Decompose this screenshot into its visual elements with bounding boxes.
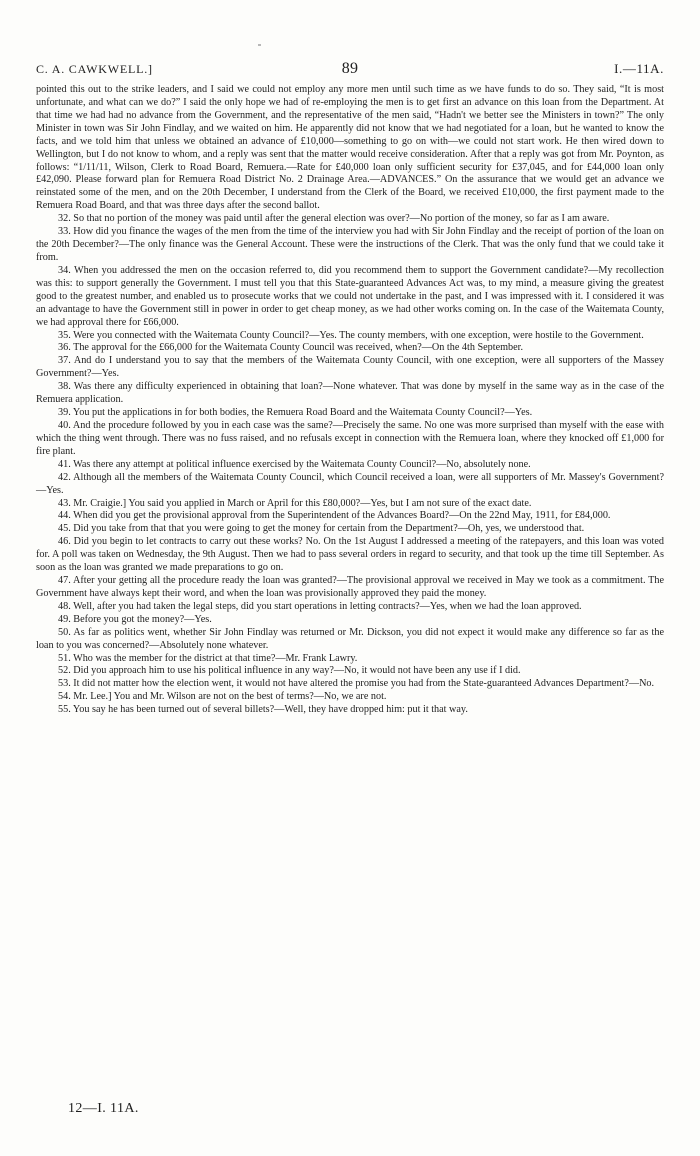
paragraph-q52: 52. Did you approach him to use his political influence in any way?—No, it would not have been any use if I did. xyxy=(58,665,521,677)
scan-mark xyxy=(258,44,261,46)
page-number: 89 xyxy=(341,60,359,77)
page-header xyxy=(36,60,664,82)
paragraph-q33: 33. How did you finance the wages of the men from the time of the interview you had with Sir John Findlay and the receipt of portion of the loan on the 20th December?—The only finance was the General Account. These were the instructions of the Clerk. That was the only fund that we could take it from. xyxy=(36,226,664,263)
header-witness-name: C. A. CAWKWELL.] xyxy=(36,62,153,76)
paragraph-q32: 32. So that no portion of the money was paid until after the general election was over?—No portion of the money, so far as I am aware. xyxy=(58,213,610,225)
paragraph-continuation: pointed this out to the strike leaders, and I said we could not employ any more men until such time as we have funds to do so. They said, “It is most unfortunate, and what can we do?” I said the only hope we had of re-employing the men is to get first an advance on this loan from the Department. At that time we had had no advance from the Government, and the representative of the men said, “Hadn't we better see the Ministers in town?” The only Minister in town was Sir John Findlay, and we waited on him. He apparently did not know that we had negotiated for a loan, but he wanted to know the facts, and we told him that unless we obtained an advance of £10,000—something to go on with—we could not start work. He then wired down to Wellington, but I do not know to whom, and a reply was sent that the matter would receive consideration. After that a reply was got from Mr. Poynton, as follows: “1/11/11, Wilson, Clerk to Road Board, Remuera.—Rate for £40,000 loan only sufficient security for £37,045, and for £44,000 loan only £42,090. Please forward plan for Remuera Road District No. 2 Drainage Area.—ADVANCES.” On the assurance that we would get an advance we reinstated some of the men, and on the 20th December, I understand from the Clerk of the Board, we received £10,000, the first payment made to the Remuera Road Board, and that was three days after the second ballot. xyxy=(36,84,664,212)
document-reference: I.—11A. xyxy=(614,61,664,76)
page-footer-signature: 12—I. 11A. xyxy=(68,1101,139,1116)
paragraph-q45: 45. Did you take from that that you were going to get the money for certain from the Department?—Oh, yes, we understood that. xyxy=(58,523,585,535)
paragraph-q51: 51. Who was the member for the district at that time?—Mr. Frank Lawry. xyxy=(58,652,358,664)
paragraph-q35: 35. Were you connected with the Waitemata County Council?—Yes. The county members, with one exception, were hostile to the Government. xyxy=(58,329,644,341)
paragraph-q46: 46. Did you begin to let contracts to carry out these works? No. On the 1st August I addressed a meeting of the ratepayers, and this loan was voted for. A poll was taken on Wednesday, the 9th August. Then we had to pass several orders in regard to security, and that took up the time till September. As soon as the loan was granted we made preparations to go on. xyxy=(36,536,664,574)
paragraph-q40: 40. And the procedure followed by you in each case was the same?—Precisely the same. No one was more surprised than myself with the ease with which the thing went through. There was no fuss raised, and no refusals except in connection with the Remuera loan, where they knocked off £1,000 for fire plant. xyxy=(36,419,664,457)
paragraph-q47: 47. After your getting all the procedure ready the loan was granted?—The provisional approval we received in May we took as a commitment. The Government have always kept their word, and when the loan was provisionally approved they paid the money. xyxy=(36,575,664,599)
paragraph-q50: 50. As far as politics went, whether Sir John Findlay was returned or Mr. Dickson, you did not expect it would make any difference so far as the loan to you was concerned?—Absolutely none whatever. xyxy=(36,626,664,651)
paragraph-q42: 42. Although all the members of the Waitemata County Council, which Council received a loan, were all supporters of Mr. Massey's Government?—Yes. xyxy=(36,471,664,496)
paragraph-q38: 38. Was there any difficulty experienced in obtaining that loan?—None whatever. That was done by myself in the same way as in the case of the Remuera application. xyxy=(36,381,664,406)
paragraph-q43: 43. Mr. Craigie.] You said you applied in March or April for this £80,000?—Yes, but I am not sure of the exact date. xyxy=(58,497,532,509)
paragraph-q54: 54. Mr. Lee.] You and Mr. Wilson are not on the best of terms?—No, we are not. xyxy=(58,691,387,703)
paragraph-q55: 55. You say he has been turned out of several billets?—Well, they have dropped him: put it that way. xyxy=(58,704,468,716)
paragraph-q34: 34. When you addressed the men on the occasion referred to, did you recommend them to support the Government candidate?—My recollection was this: to support generally the Government. I must tell you that this State-guaranteed Advances Act was, to my mind, a measure giving the greatest good to the greatest number, and enabled us to prosecute works that we could not undertake in the past, and I was impressed with it. I considered it was an advantage to have the Government still in power in order to get cheap money, as we had other works coming on. In the case of the Waitemata County, we had approval there for £66,000. xyxy=(36,264,664,328)
paragraph-q53: 53. It did not matter how the election went, it would not have altered the promise you had from the State-guaranteed Advances Department?—No. xyxy=(58,678,655,690)
paragraph-q37: 37. And do I understand you to say that the members of the Waitemata County Council, with one exception, were all supporters of the Massey Government?—Yes. xyxy=(36,355,664,380)
paragraph-q49: 49. Before you got the money?—Yes. xyxy=(58,613,212,625)
paragraph-q39: 39. You put the applications in for both bodies, the Remuera Road Board and the Waitemata County Council?—Yes. xyxy=(58,407,533,419)
document-body xyxy=(36,84,664,717)
paragraph-q44: 44. When did you get the provisional approval from the Superintendent of the Advances Board?—On the 22nd May, 1911, for £84,000. xyxy=(58,510,611,522)
paragraph-q41: 41. Was there any attempt at political influence exercised by the Waitemata County Council?—No, absolutely none. xyxy=(58,458,531,470)
paragraph-q36: 36. The approval for the £66,000 for the Waitemata County Council was received, when?—On the 4th September. xyxy=(58,342,524,354)
paragraph-q48: 48. Well, after you had taken the legal steps, did you start operations in letting contracts?—Yes, when we had the loan approved. xyxy=(58,600,582,612)
